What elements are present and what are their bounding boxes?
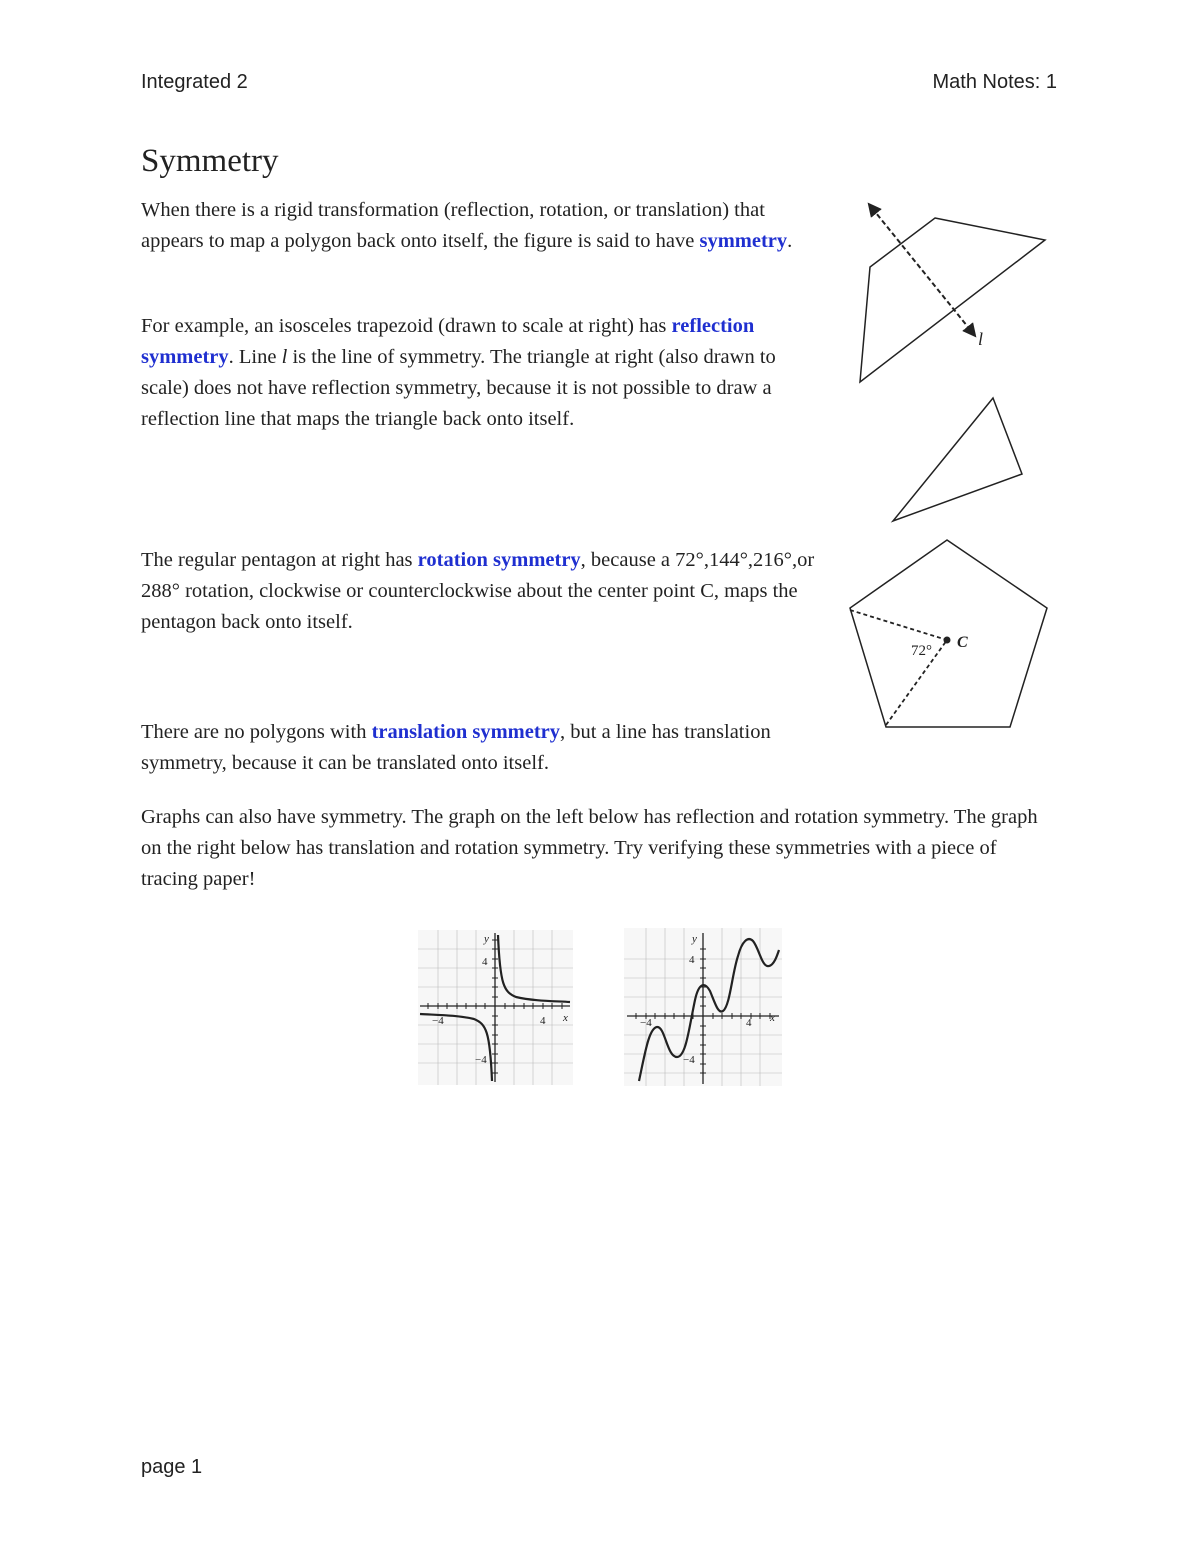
pentagon-shape (850, 540, 1047, 727)
p1-text-after: . (787, 230, 793, 252)
trapezoid-figure (840, 195, 1060, 395)
graph-right-x-right-tick: 4 (746, 1017, 752, 1029)
term-translation-symmetry: translation symmetry (371, 721, 561, 743)
pentagon-center-label: C (957, 634, 968, 651)
pentagon-center-point (944, 637, 951, 644)
p3-text-after: , because a 72°,144°,216°,or 288° rotation, clockwise or counterclockwise about the center point C, maps the pentagon back onto itself. (141, 549, 815, 633)
header-left: Integrated 2 (141, 71, 248, 93)
triangle-shape (893, 398, 1022, 521)
graph-left-x-right-tick: 4 (540, 1015, 546, 1027)
p3-text-before: The regular pentagon at right has (141, 549, 418, 571)
p2-text-mid: . Line (228, 346, 282, 368)
graph-left-y-top-tick: 4 (482, 956, 488, 968)
paragraph-graphs: Graphs can also have symmetry. The graph on the left below has reflection and rotation symmetry. The graph on the right below has translation and rotation symmetry. Try verifying these symmetries with a piece of tracing paper! (141, 806, 1038, 890)
pentagon-figure (840, 530, 1060, 735)
term-reflection-symmetry: reflection symmetry (141, 315, 755, 368)
page-title: Symmetry (141, 143, 279, 179)
triangle-figure (880, 390, 1040, 530)
graph-right-y-top-tick: 4 (689, 954, 695, 966)
graph-right-y-bottom-tick: −4 (683, 1054, 695, 1066)
graph-left-y-bottom-tick: −4 (475, 1054, 487, 1066)
p2-text-after: is the line of symmetry. The triangle at right (also drawn to scale) does not have reflection symmetry, because it is not possible to draw a reflection line that maps the triangle back onto itself. (141, 346, 776, 430)
line-variable: l (281, 346, 288, 368)
trapezoid-shape (860, 218, 1045, 382)
paragraph-reflection (141, 311, 821, 435)
p2-text-before: For example, an isosceles trapezoid (drawn to scale at right) has (141, 315, 672, 337)
p1-text-before: When there is a rigid transformation (reflection, rotation, or translation) that appears to map a polygon back onto itself, the figure is said to have (141, 199, 765, 252)
graph-left-x-left-tick: −4 (432, 1015, 444, 1027)
graph-right-x-left-tick: −4 (640, 1017, 652, 1029)
graph-right (624, 928, 782, 1086)
header-right: Math Notes: 1 (932, 71, 1057, 93)
graph-right-y-label: y (692, 933, 697, 945)
graph-left-x-label: x (563, 1012, 568, 1024)
graph-right-x-label: x (770, 1012, 775, 1024)
term-rotation-symmetry: rotation symmetry (417, 549, 581, 571)
pentagon-angle-label: 72° (911, 643, 932, 659)
graph-left (418, 930, 573, 1085)
p4-text-after: , but a line has translation symmetry, because it can be translated onto itself. (141, 721, 771, 774)
paragraph-translation (141, 717, 801, 779)
paragraph-rotation (141, 545, 831, 638)
page-number: page 1 (141, 1456, 203, 1478)
term-symmetry: symmetry (699, 230, 788, 252)
paragraph-symmetry-definition (141, 195, 831, 257)
graph-left-y-label: y (484, 933, 489, 945)
p4-text-before: There are no polygons with (141, 721, 372, 743)
symmetry-line-label: l (978, 329, 984, 349)
pentagon-radius-1 (850, 610, 947, 640)
symmetry-line (872, 208, 972, 332)
